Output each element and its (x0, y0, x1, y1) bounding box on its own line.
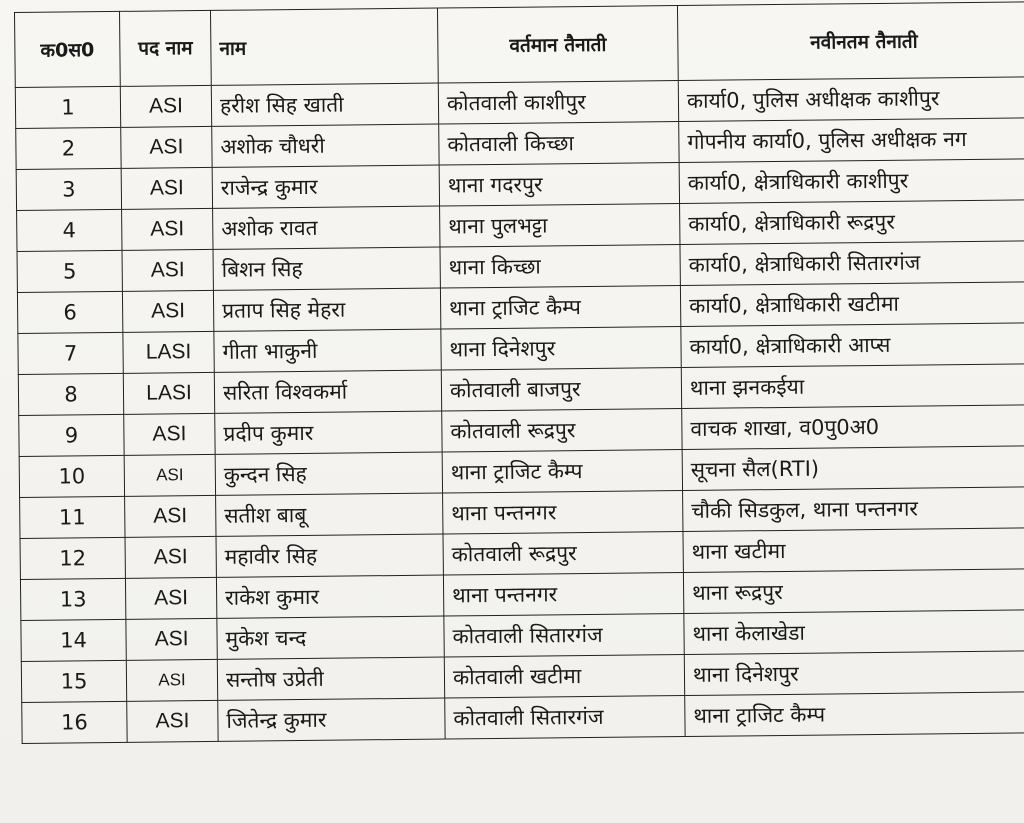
name-cell: अशोक रावत (213, 206, 440, 249)
serial-number-cell: 9 (19, 414, 124, 456)
current-posting-cell: थाना पन्तनगर (443, 491, 683, 535)
serial-number-cell: 16 (22, 701, 127, 743)
current-posting-cell: थाना गदरपुर (439, 163, 679, 207)
rank-cell: ASI (125, 495, 216, 537)
name-cell: गीता भाकुनी (214, 329, 441, 372)
rank-cell: LASI (123, 372, 214, 414)
new-posting-cell: कार्या0, क्षेत्राधिकारी सितारगंज (680, 241, 1024, 286)
new-posting-cell: वाचक शाखा, व0पु0अ0 (682, 405, 1024, 450)
table-header (15, 2, 1024, 88)
name-cell: कुन्दन सिह (215, 452, 442, 495)
name-cell: महावीर सिह (216, 534, 443, 577)
transfer-table (14, 1, 1024, 744)
new-posting-cell: थाना ट्राजिट कैम्प (685, 692, 1024, 737)
rank-cell: ASI (122, 249, 213, 291)
new-posting-cell: कार्या0, क्षेत्राधिकारी रूद्रपुर (680, 200, 1024, 245)
serial-number-cell: 2 (16, 127, 121, 169)
name-cell: हरीश सिह खाती (211, 83, 438, 126)
name-cell: प्रदीप कुमार (215, 411, 442, 454)
header-new-posting: नवीनतम तैनाती (677, 2, 1024, 81)
current-posting-cell: कोतवाली सितारगंज (445, 696, 685, 740)
name-cell: सरिता विश्वकर्मा (214, 370, 441, 413)
rank-cell: ASI (125, 536, 216, 578)
rank-cell: ASI (120, 85, 211, 127)
current-posting-cell: कोतवाली रूद्रपुर (442, 409, 682, 453)
serial-number-cell: 7 (18, 332, 123, 374)
current-posting-cell: कोतवाली काशीपुर (438, 81, 678, 125)
name-cell: प्रताप सिह मेहरा (213, 288, 440, 331)
rank-cell: ASI (124, 454, 215, 496)
header-serial: क0स0 (15, 11, 121, 87)
header-row (15, 2, 1024, 88)
header-name: नाम (210, 8, 438, 85)
rank-cell: ASI (122, 208, 213, 250)
serial-number-cell: 15 (21, 660, 126, 702)
name-cell: जितेन्द्र कुमार (218, 698, 445, 741)
serial-number-cell: 8 (18, 373, 123, 415)
current-posting-cell: कोतवाली बाजपुर (441, 368, 681, 412)
name-cell: सतीश बाबू (216, 493, 443, 536)
rank-cell: ASI (126, 659, 217, 701)
new-posting-cell: कार्या0, पुलिस अधीक्षक काशीपुर (678, 77, 1024, 122)
new-posting-cell: चौकी सिडकुल, थाना पन्तनगर (683, 487, 1024, 532)
name-cell: मुकेश चन्द (217, 616, 444, 659)
new-posting-cell: कार्या0, क्षेत्राधिकारी आप्स (681, 323, 1024, 368)
current-posting-cell: कोतवाली सितारगंज (444, 614, 684, 658)
name-cell: राजेन्द्र कुमार (212, 165, 439, 208)
name-cell: अशोक चौधरी (212, 124, 439, 167)
new-posting-cell: कार्या0, क्षेत्राधिकारी काशीपुर (679, 159, 1024, 204)
current-posting-cell: कोतवाली किच्छा (439, 122, 679, 166)
serial-number-cell: 6 (17, 291, 122, 333)
current-posting-cell: कोतवाली रूद्रपुर (443, 532, 683, 576)
new-posting-cell: सूचना सैल(RTI) (682, 446, 1024, 491)
current-posting-cell: थाना किच्छा (440, 245, 680, 289)
serial-number-cell: 10 (19, 455, 124, 497)
serial-number-cell: 12 (20, 537, 125, 579)
header-rank: पद नाम (119, 10, 211, 86)
new-posting-cell: गोपनीय कार्या0, पुलिस अधीक्षक नग (679, 118, 1024, 163)
serial-number-cell: 11 (20, 496, 125, 538)
rank-cell: ASI (124, 413, 215, 455)
rank-cell: ASI (122, 290, 213, 332)
rank-cell: ASI (126, 618, 217, 660)
current-posting-cell: थाना ट्राजिट कैम्प (442, 450, 682, 494)
name-cell: सन्तोष उप्रेती (217, 657, 444, 700)
name-cell: बिशन सिह (213, 247, 440, 290)
name-cell: राकेश कुमार (216, 575, 443, 618)
current-posting-cell: थाना पन्तनगर (443, 573, 683, 617)
new-posting-cell: थाना केलाखेडा (684, 610, 1024, 655)
rank-cell: ASI (121, 126, 212, 168)
new-posting-cell: थाना खटीमा (683, 528, 1024, 573)
table-body (15, 77, 1024, 744)
new-posting-cell: थाना दिनेशपुर (684, 651, 1024, 696)
serial-number-cell: 4 (17, 209, 122, 251)
rank-cell: ASI (125, 577, 216, 619)
header-current-posting: वर्तमान तैनाती (437, 6, 678, 84)
rank-cell: ASI (127, 700, 218, 742)
current-posting-cell: थाना ट्राजिट कैम्प (440, 286, 680, 330)
current-posting-cell: थाना पुलभट्टा (440, 204, 680, 248)
serial-number-cell: 1 (15, 86, 120, 128)
current-posting-cell: कोतवाली खटीमा (444, 655, 684, 699)
new-posting-cell: थाना झनकईया (681, 364, 1024, 409)
rank-cell: LASI (123, 331, 214, 373)
new-posting-cell: थाना रूद्रपुर (683, 569, 1024, 614)
rank-cell: ASI (121, 167, 212, 209)
serial-number-cell: 5 (17, 250, 122, 292)
new-posting-cell: कार्या0, क्षेत्राधिकारी खटीमा (680, 282, 1024, 327)
serial-number-cell: 3 (16, 168, 121, 210)
current-posting-cell: थाना दिनेशपुर (441, 327, 681, 371)
serial-number-cell: 13 (20, 578, 125, 620)
serial-number-cell: 14 (21, 619, 126, 661)
